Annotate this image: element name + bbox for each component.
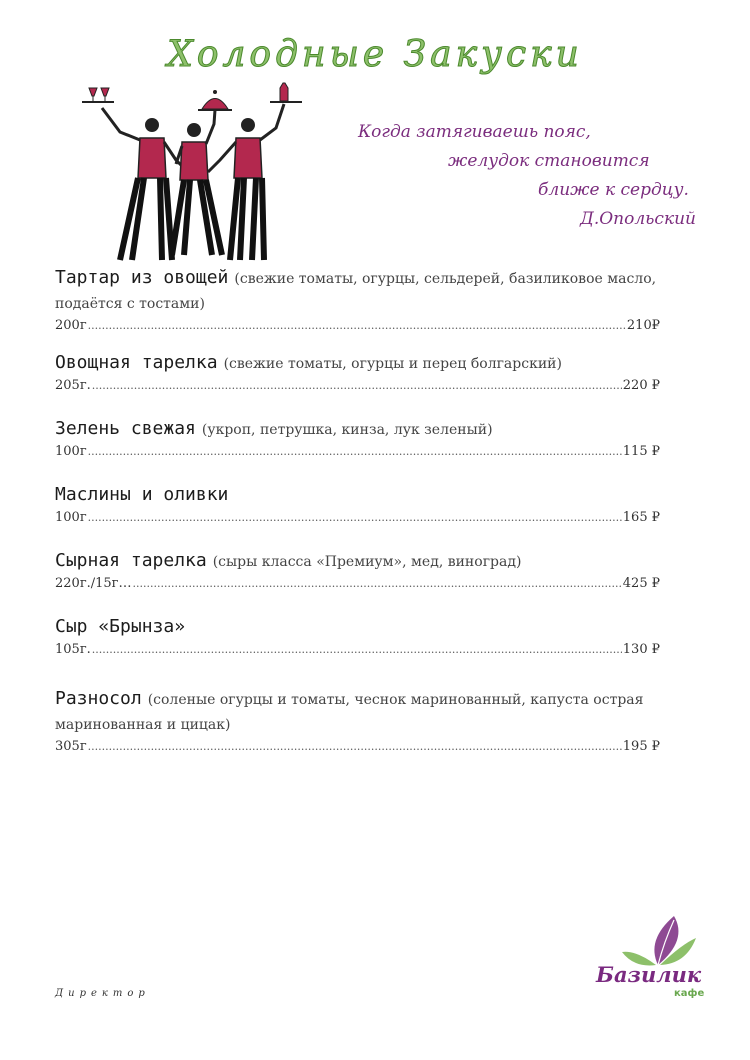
- item-name: Маслины и оливки: [55, 484, 229, 505]
- dot-leader: [92, 643, 622, 656]
- quote-author: Д.Опольский: [580, 209, 696, 229]
- page-title: Холодные Закуски: [167, 34, 583, 75]
- item-name: Сыр «Брынза»: [55, 616, 186, 637]
- item-name: Тартар из овощей: [55, 267, 229, 288]
- item-weight: 220г./15г…: [55, 576, 132, 591]
- item-weight: 100г: [55, 510, 87, 525]
- item-price: 130 ₽: [622, 642, 660, 657]
- logo-subtitle: кафе: [674, 988, 705, 999]
- menu-item: [55, 615, 660, 657]
- dot-leader: [133, 577, 622, 590]
- quote-line: Когда затягиваешь пояс,: [358, 122, 591, 142]
- epigraph-quote: [350, 118, 710, 234]
- dot-leader: [92, 379, 622, 392]
- quote-line: ближе к сердцу.: [538, 180, 689, 200]
- item-price: 115 ₽: [622, 444, 660, 459]
- dot-leader: [88, 319, 626, 332]
- menu-item: [55, 266, 660, 333]
- item-description: (свежие томаты, огурцы и перец болгарский): [223, 356, 562, 372]
- quote-line: желудок становится: [448, 151, 650, 171]
- dot-leader: [88, 740, 622, 753]
- item-name: Разносол: [55, 688, 142, 709]
- item-weight: 305г: [55, 739, 87, 754]
- item-price: 220 ₽: [622, 378, 660, 393]
- menu-list: [55, 266, 660, 772]
- item-description: (свежие томаты, огурцы, сельдерей, базиликовое масло, подаётся с тостами): [55, 271, 657, 312]
- item-price: 195 ₽: [622, 739, 660, 754]
- item-name: Овощная тарелка: [55, 352, 218, 373]
- menu-item: [55, 417, 660, 459]
- item-weight: 200г: [55, 318, 87, 333]
- dot-leader: [88, 445, 622, 458]
- menu-item: [55, 483, 660, 525]
- waiters-illustration: [80, 80, 310, 265]
- item-price: 425 ₽: [622, 576, 660, 591]
- item-name: Зелень свежая: [55, 418, 196, 439]
- item-description: (соленые огурцы и томаты, чеснок маринованный, капуста острая маринованная и цицак): [55, 692, 644, 733]
- dot-leader: [88, 511, 622, 524]
- item-description: (укроп, петрушка, кинза, лук зеленый): [201, 422, 493, 438]
- item-price: 210₽: [626, 318, 660, 333]
- basil-leaf-logo-icon: [596, 910, 716, 970]
- logo-name: Базилик: [596, 962, 702, 987]
- item-weight: 205г.: [55, 378, 91, 393]
- item-weight: 105г.: [55, 642, 91, 657]
- item-price: 165 ₽: [622, 510, 660, 525]
- menu-item: [55, 549, 660, 591]
- item-description: (сыры класса «Премиум», мед, виноград): [212, 554, 522, 570]
- menu-item: [55, 351, 660, 393]
- item-name: Сырная тарелка: [55, 550, 207, 571]
- menu-item: [55, 687, 660, 754]
- item-weight: 100г: [55, 444, 87, 459]
- director-signature-label: Директор: [55, 988, 150, 999]
- cafe-logo: [596, 910, 716, 1010]
